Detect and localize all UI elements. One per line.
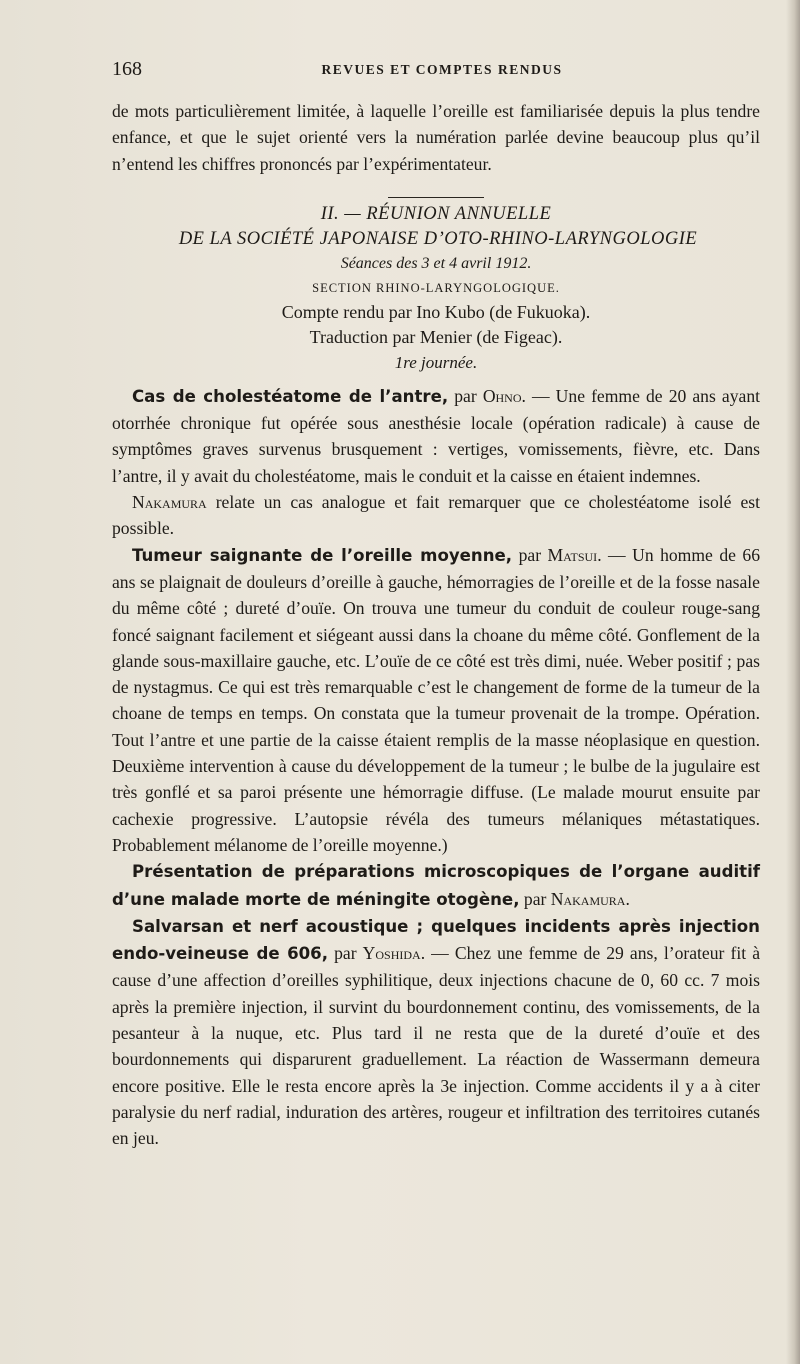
entry-text: .	[625, 888, 630, 909]
page-number: 168	[112, 58, 142, 80]
entry-continuation	[112, 489, 760, 542]
entry-author: Ohno	[482, 385, 522, 406]
entry-author-prefix: par	[448, 385, 483, 406]
entry-text: . — Une femme de 20 ans ayant otorrhée chronique fut opérée sous anesthésie locale (opération radicale) à cause de symptômes graves survenus brusquement : vertiges, vomissements, fièvre, etc. Dans l’antre, il y avait du cholestéatome, mais le conduit et la caisse en étaient indemnes.	[112, 385, 761, 486]
day-label: 1re journée.	[394, 352, 478, 372]
entry-title: Tumeur saignante de l’oreille moyenne,	[132, 545, 513, 565]
entry-salvarsan	[112, 913, 760, 1152]
section-rule	[388, 197, 484, 198]
entry-author-prefix: par	[512, 544, 548, 565]
entry-tumeur	[112, 542, 760, 859]
running-title: REVUES ET COMPTES RENDUS	[321, 62, 563, 77]
intro-paragraph: de mots particulièrement limitée, à laquelle l’oreille est familiarisée depuis la plus tendre enfance, et que le sujet orienté vers la numération parlée devine beaucoup plus qu’il n’entend les chiffres prononcés par l’expérimentateur.	[112, 101, 760, 174]
entry-cholesteatome	[112, 383, 760, 489]
entry-author-prefix: par	[519, 888, 551, 909]
entry-preparations	[112, 858, 760, 913]
entry-title: Salvarsan et nerf acoustique ; quelques incidents après injection endo-veineuse de 606,	[112, 916, 760, 964]
entry-title: Présentation de préparations microscopiques de l’organe auditif d’une malade morte de méningite otogène,	[112, 862, 760, 909]
entry-author: Matsui	[547, 544, 598, 565]
entry-text: . — Chez une femme de 29 ans, l’orateur fit à cause d’une affection d’oreilles syphilitique, deux injections chacune de 0, 60 cc. 7 mois après la première injection, il survint du bourdonnement continu, des vomissements, de la pesanteur à la nuque, etc. Plus tard il ne resta que de la dureté d’ouïe et des bourdonnements qui disparurent graduellement. La réaction de Wassermann demeura encore positive. Elle le resta encore après la 3e injection. Comme accidents il y a à citer paralysie du nerf radial, induration des artères, rougeur et infiltration des territoires cutanés en jeu.	[112, 943, 761, 1149]
entry-title: Cas de cholestéatome de l’antre,	[132, 386, 449, 406]
entry-author: Yoshida	[362, 943, 421, 964]
section-heading	[112, 197, 760, 375]
entry-author-prefix: par	[328, 943, 363, 964]
translation-credit: Traduction par Menier (de Figeac).	[309, 326, 563, 347]
section-title-line1: II. — RÉUNION ANNUELLE	[320, 203, 552, 224]
running-head	[112, 58, 772, 84]
entry-text: . — Un homme de 66 ans se plaignait de douleurs d’oreille à gauche, hémorragies de l’oreille et de la fosse nasale du même côté ; dureté d’ouïe. On trouva une tumeur du conduit de couleur rouge-sang foncé saignant facilement et siégeant aussi dans la choane du même côté. Gonflement de la glande sous-maxillaire gauche, etc. L’ouïe de ce côté est très dimi, nuée. Weber positif ; pas de nystagmus. Ce qui est très remarquable c’est le changement de forme de la tumeur de la choane de temps en temps. On constata que la tumeur provenait de la trompe. Opération. Tout l’antre et une partie de la caisse étaient remplis de la masse néoplasique en question. Deuxième intervention à cause du développement de la tumeur ; le bulbe de la jugulaire est très gonflé et sa paroi présente une hémorragie diffuse. (Le malade mourut ensuite par cachexie progressive. L’autopsie révéla des tumeurs mélaniques métastatiques. Probablement mélanome de l’oreille moyenne.)	[112, 544, 760, 855]
entry-author: Nakamura	[550, 888, 626, 909]
report-credit: Compte rendu par Ino Kubo (de Fukuoka).	[281, 301, 591, 322]
section-title-line2: DE LA SOCIÉTÉ JAPONAISE D’OTO-RHINO-LARYNGOLOGIE	[178, 228, 698, 249]
entry-author: Nakamura	[132, 492, 207, 513]
page-edge-shadow	[786, 0, 800, 1364]
section-dates: Séances des 3 et 4 avril 1912.	[340, 254, 532, 272]
article-body	[112, 98, 760, 1152]
subsection-title: SECTION RHINO-LARYNGOLOGIQUE.	[312, 280, 560, 295]
entry-text: relate un cas analogue et fait remarquer que ce cholestéatome isolé est possible.	[112, 492, 760, 539]
